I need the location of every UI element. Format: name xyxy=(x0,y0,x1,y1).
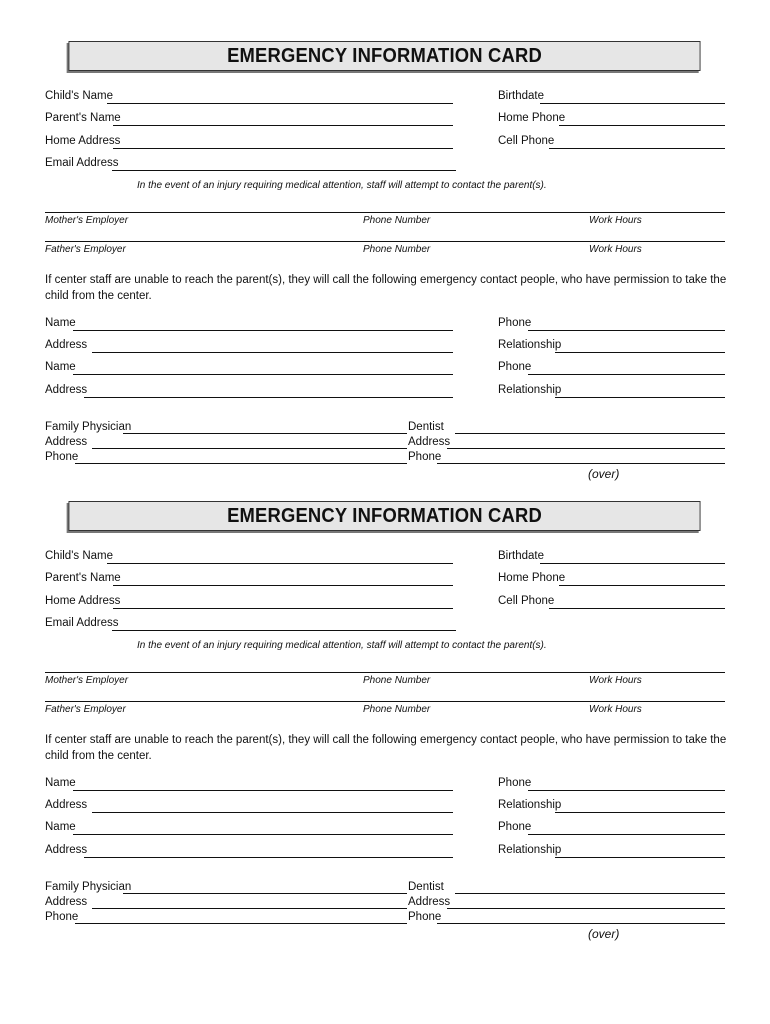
physician-address-label: Address xyxy=(45,896,88,908)
cell-phone-field[interactable] xyxy=(549,608,725,609)
physician-address-field[interactable] xyxy=(92,908,407,909)
contact1-phone-field[interactable] xyxy=(528,790,725,791)
card-title: EMERGENCY INFORMATION CARD xyxy=(68,41,700,71)
emergency-card-1 xyxy=(0,0,770,481)
home-phone-field[interactable] xyxy=(559,125,725,126)
emergency-card-2 xyxy=(0,460,770,941)
dentist-label: Dentist xyxy=(408,881,444,893)
dentist-field[interactable] xyxy=(455,433,725,434)
mothers-phone-label: Phone Number xyxy=(363,675,431,686)
contact1-name-label: Name xyxy=(45,317,76,329)
contact1-address-field[interactable] xyxy=(92,812,453,813)
contact2-address-field[interactable] xyxy=(84,857,453,858)
home-address-label: Home Address xyxy=(45,595,121,607)
mothers-employer-label: Mother's Employer xyxy=(45,675,129,686)
mothers-employer-line[interactable] xyxy=(45,672,725,673)
dentist-address-label: Address xyxy=(408,436,451,448)
dentist-phone-label: Phone xyxy=(408,451,442,463)
contact2-address-label: Address xyxy=(45,844,88,856)
fathers-phone-label: Phone Number xyxy=(363,244,431,255)
card-title: EMERGENCY INFORMATION CARD xyxy=(68,501,700,531)
contact1-name-field[interactable] xyxy=(73,790,453,791)
family-physician-field[interactable] xyxy=(123,433,407,434)
fathers-employer-label: Father's Employer xyxy=(45,704,126,715)
email-address-label: Email Address xyxy=(45,157,119,169)
parents-name-field[interactable] xyxy=(113,585,453,586)
physician-phone-field[interactable] xyxy=(75,923,407,924)
email-address-field[interactable] xyxy=(112,630,456,631)
birthdate-label: Birthdate xyxy=(498,90,545,102)
childs-name-label: Child's Name xyxy=(45,550,114,562)
dentist-address-label: Address xyxy=(408,896,451,908)
birthdate-label: Birthdate xyxy=(498,550,545,562)
contact1-address-label: Address xyxy=(45,799,88,811)
contact2-relationship-label: Relationship xyxy=(498,844,562,856)
dentist-address-field[interactable] xyxy=(447,908,725,909)
contact1-address-field[interactable] xyxy=(92,352,453,353)
physician-phone-label: Phone xyxy=(45,911,79,923)
home-phone-field[interactable] xyxy=(559,585,725,586)
childs-name-field[interactable] xyxy=(107,103,453,104)
mothers-work-hours-label: Work Hours xyxy=(589,675,642,686)
contact2-phone-label: Phone xyxy=(498,361,532,373)
emergency-contact-notice: If center staff are unable to reach the parent(s), they will call the following emergency contact people, who have permission to take the child from the center. xyxy=(45,274,727,302)
dentist-address-field[interactable] xyxy=(447,448,725,449)
contact1-phone-label: Phone xyxy=(498,777,532,789)
birthdate-field[interactable] xyxy=(540,103,725,104)
fathers-employer-line[interactable] xyxy=(45,241,725,242)
contact1-relationship-field[interactable] xyxy=(555,352,725,353)
emergency-contact-notice: If center staff are unable to reach the parent(s), they will call the following emergency contact people, who have permission to take the child from the center. xyxy=(45,734,727,762)
physician-address-field[interactable] xyxy=(92,448,407,449)
contact1-phone-label: Phone xyxy=(498,317,532,329)
contact2-name-field[interactable] xyxy=(73,834,453,835)
mothers-phone-label: Phone Number xyxy=(363,215,431,226)
birthdate-field[interactable] xyxy=(540,563,725,564)
cell-phone-label: Cell Phone xyxy=(498,595,555,607)
home-address-label: Home Address xyxy=(45,135,121,147)
contact2-phone-field[interactable] xyxy=(528,834,725,835)
contact2-relationship-label: Relationship xyxy=(498,384,562,396)
cell-phone-label: Cell Phone xyxy=(498,135,555,147)
cell-phone-field[interactable] xyxy=(549,148,725,149)
contact1-relationship-label: Relationship xyxy=(498,339,562,351)
physician-address-label: Address xyxy=(45,436,88,448)
contact2-relationship-field[interactable] xyxy=(555,397,725,398)
dentist-phone-field[interactable] xyxy=(437,923,725,924)
contact2-name-label: Name xyxy=(45,361,76,373)
physician-phone-label: Phone xyxy=(45,451,79,463)
parents-name-field[interactable] xyxy=(113,125,453,126)
contact2-address-label: Address xyxy=(45,384,88,396)
over-note: (over) xyxy=(588,927,620,941)
contact1-relationship-label: Relationship xyxy=(498,799,562,811)
dentist-field[interactable] xyxy=(455,893,725,894)
fathers-phone-label: Phone Number xyxy=(363,704,431,715)
childs-name-label: Child's Name xyxy=(45,90,114,102)
parents-name-label: Parent's Name xyxy=(45,112,121,124)
injury-notice: In the event of an injury requiring medical attention, staff will attempt to contact the parent(s). xyxy=(137,180,547,191)
contact2-phone-field[interactable] xyxy=(528,374,725,375)
parents-name-label: Parent's Name xyxy=(45,572,121,584)
contact1-name-field[interactable] xyxy=(73,330,453,331)
family-physician-label: Family Physician xyxy=(45,421,132,433)
injury-notice: In the event of an injury requiring medical attention, staff will attempt to contact the parent(s). xyxy=(137,640,547,651)
email-address-label: Email Address xyxy=(45,617,119,629)
email-address-field[interactable] xyxy=(112,170,456,171)
home-phone-label: Home Phone xyxy=(498,112,566,124)
home-phone-label: Home Phone xyxy=(498,572,566,584)
contact2-phone-label: Phone xyxy=(498,821,532,833)
mothers-employer-line[interactable] xyxy=(45,212,725,213)
home-address-field[interactable] xyxy=(113,148,453,149)
fathers-work-hours-label: Work Hours xyxy=(589,704,642,715)
childs-name-field[interactable] xyxy=(107,563,453,564)
dentist-label: Dentist xyxy=(408,421,444,433)
contact2-relationship-field[interactable] xyxy=(555,857,725,858)
mothers-employer-label: Mother's Employer xyxy=(45,215,129,226)
fathers-employer-label: Father's Employer xyxy=(45,244,126,255)
contact1-address-label: Address xyxy=(45,339,88,351)
contact1-phone-field[interactable] xyxy=(528,330,725,331)
home-address-field[interactable] xyxy=(113,608,453,609)
contact1-relationship-field[interactable] xyxy=(555,812,725,813)
contact2-address-field[interactable] xyxy=(84,397,453,398)
family-physician-field[interactable] xyxy=(123,893,407,894)
mothers-work-hours-label: Work Hours xyxy=(589,215,642,226)
contact1-name-label: Name xyxy=(45,777,76,789)
fathers-employer-line[interactable] xyxy=(45,701,725,702)
over-note: (over) xyxy=(588,467,620,481)
contact2-name-label: Name xyxy=(45,821,76,833)
dentist-phone-label: Phone xyxy=(408,911,442,923)
family-physician-label: Family Physician xyxy=(45,881,132,893)
fathers-work-hours-label: Work Hours xyxy=(589,244,642,255)
contact2-name-field[interactable] xyxy=(73,374,453,375)
